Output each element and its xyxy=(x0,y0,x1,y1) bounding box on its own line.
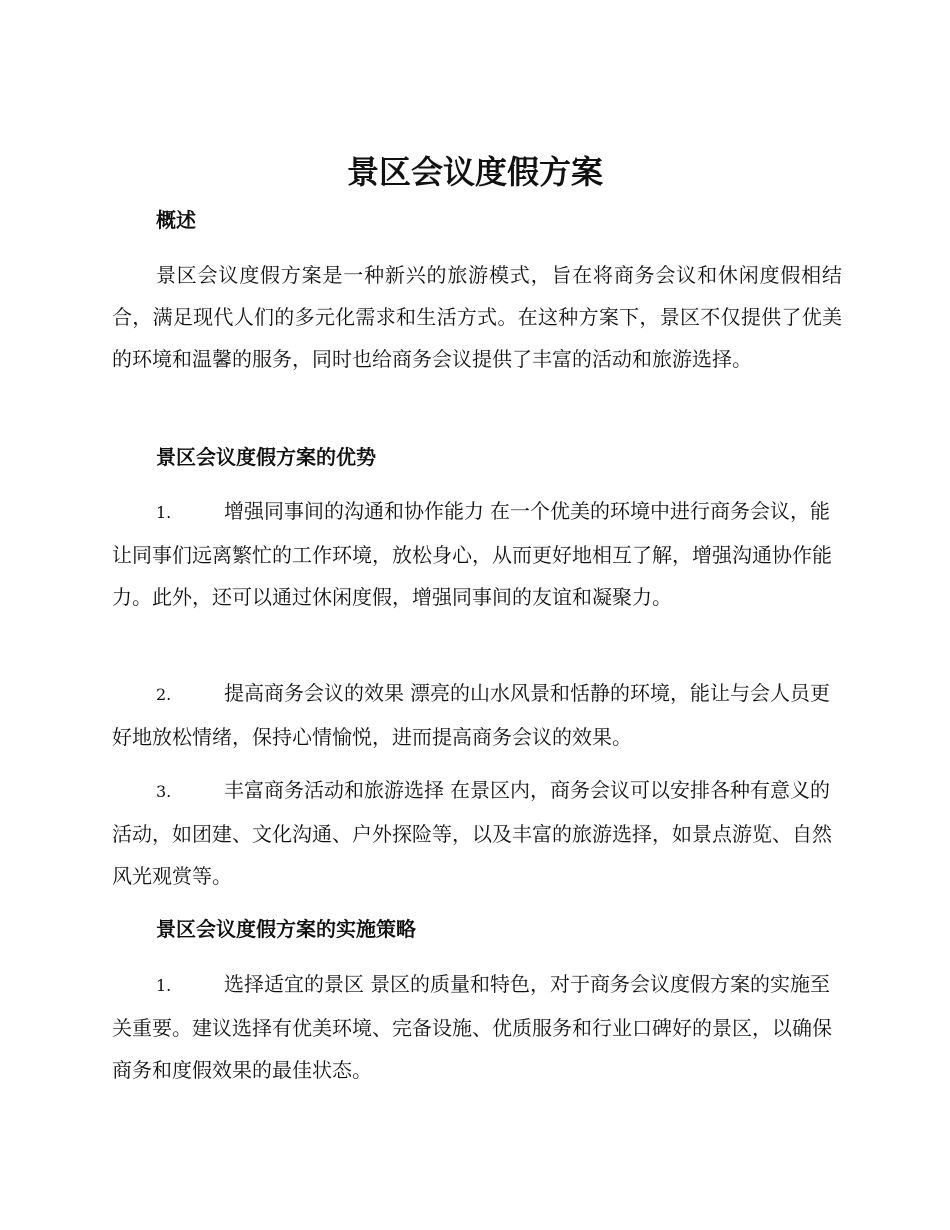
list-item xyxy=(112,769,842,897)
list-item-number: 1. xyxy=(156,503,172,522)
list-item-title: 提高商务会议的效果 xyxy=(224,681,404,705)
list-item-text: 景区的质量和特色，对于商务会议度假方案的实施至关重要。建议选择有优美环境、完备设施、优质服务和行业口碑好的景区，以确保商务和度假效果的最佳状态。 xyxy=(112,972,832,1082)
list-item-number: 2. xyxy=(156,685,172,704)
list-item-text: 漂亮的山水风景和恬静的环境，能让与会人员更好地放松情绪，保持心情愉悦，进而提高商务会议的效果。 xyxy=(112,681,830,749)
overview-paragraph: 景区会议度假方案是一种新兴的旅游模式，旨在将商务会议和休闲度假相结合，满足现代人们的多元化需求和生活方式。在这种方案下，景区不仅提供了优美的环境和温馨的服务，同时也给商务会议提供了丰富的活动和旅游选择。 xyxy=(112,263,842,371)
section-heading-overview: 概述 xyxy=(156,208,196,232)
list-item-text: 在一个优美的环境中进行商务会议，能让同事们远离繁忙的工作环境，放松身心，从而更好地相互了解，增强沟通协作能力。此外，还可以通过休闲度假，增强同事间的友谊和凝聚力。 xyxy=(112,499,832,609)
list-item-number: 1. xyxy=(156,976,172,995)
list-item-title: 丰富商务活动和旅游选择 xyxy=(224,778,444,802)
list-item-title: 选择适宜的景区 xyxy=(224,972,364,996)
list-item xyxy=(112,490,842,618)
list-item-title: 增强同事间的沟通和协作能力 xyxy=(224,499,484,523)
section-heading-strategy: 景区会议度假方案的实施策略 xyxy=(156,917,416,941)
list-item xyxy=(112,963,842,1091)
list-item-number: 3. xyxy=(156,782,172,801)
list-item xyxy=(112,672,842,758)
list-item-text: 在景区内，商务会议可以安排各种有意义的活动，如团建、文化沟通、户外探险等，以及丰富的旅游选择，如景点游览、自然风光观赏等。 xyxy=(112,778,832,888)
section-heading-advantages: 景区会议度假方案的优势 xyxy=(156,445,376,469)
page-title: 景区会议度假方案 xyxy=(346,153,603,191)
